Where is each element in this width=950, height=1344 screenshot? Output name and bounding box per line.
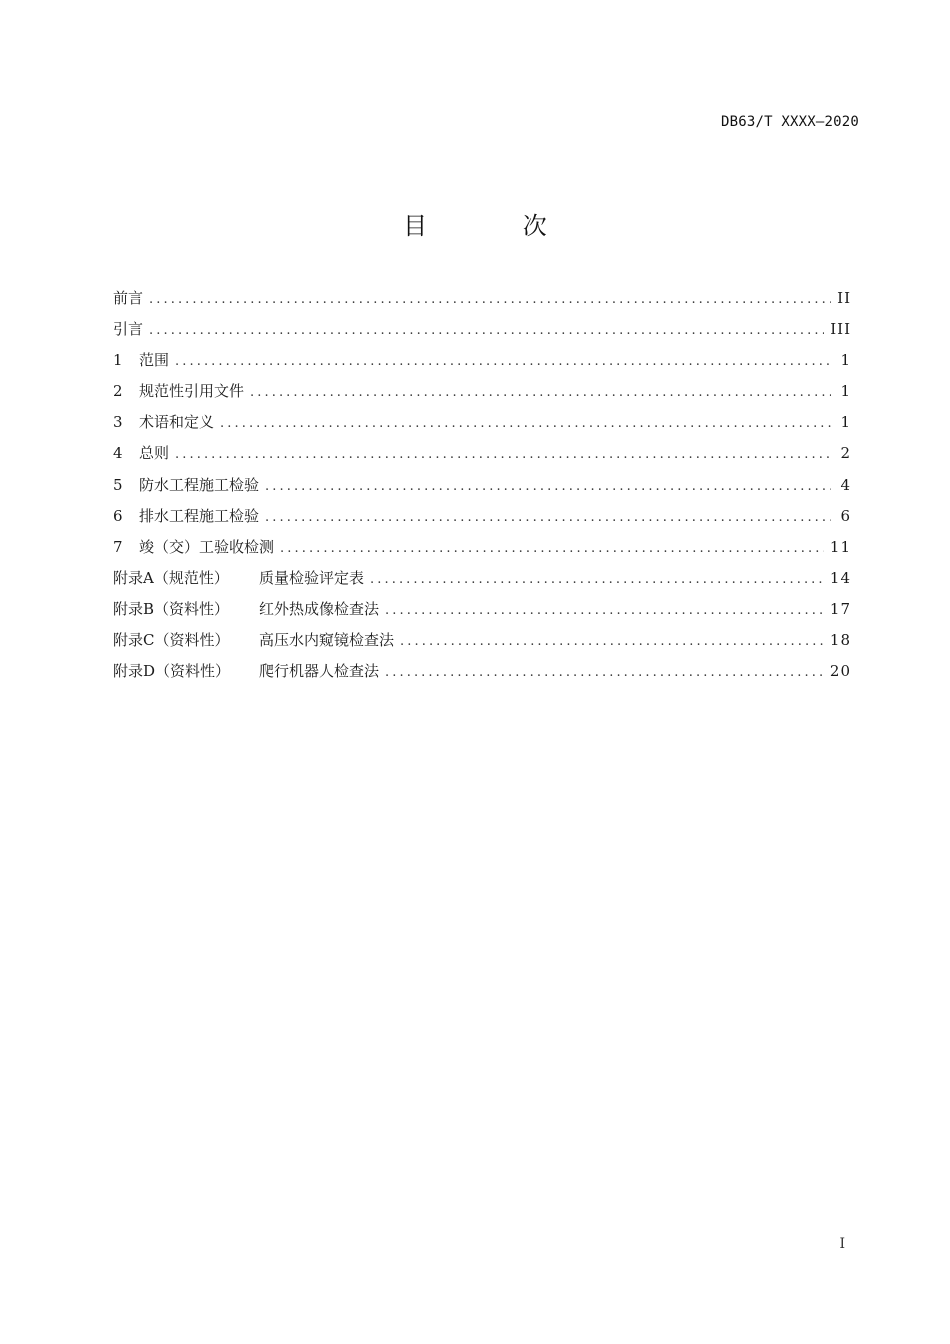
toc-entry-appendix-label: 附录C（资料性）	[113, 631, 230, 650]
toc-entry-page: III	[830, 320, 851, 339]
toc-entry-general[interactable]	[113, 439, 851, 470]
toc-title: 目 次	[403, 212, 591, 240]
toc-entry-page: 20	[829, 662, 851, 681]
toc-entry-title: 范围	[139, 351, 170, 370]
toc-entry-title: 高压水内窥镜检查法	[259, 631, 395, 650]
toc-entry-title: 爬行机器人检查法	[259, 662, 380, 681]
toc-entry-title: 术语和定义	[139, 413, 215, 432]
toc-entry-title: 排水工程施工检验	[139, 506, 260, 525]
dot-leader	[220, 410, 831, 438]
toc-entry-appendix-label: 附录A（规范性）	[113, 568, 229, 587]
toc-entry-number: 4	[113, 444, 123, 463]
dot-leader	[280, 535, 824, 563]
toc-entry-foreword[interactable]	[113, 284, 851, 315]
toc-list	[113, 284, 851, 688]
toc-entry-appendix-a[interactable]	[113, 564, 851, 595]
toc-entry-title: 前言	[113, 289, 144, 307]
toc-entry-title: 防水工程施工检验	[139, 475, 260, 494]
toc-entry-page: 18	[829, 631, 851, 650]
toc-entry-number: 7	[113, 537, 123, 556]
toc-entry-appendix-c[interactable]	[113, 626, 851, 657]
toc-entry-waterproofing-inspection[interactable]	[113, 471, 851, 502]
page-number: I	[839, 1236, 845, 1252]
toc-entry-title: 规范性引用文件	[139, 382, 245, 401]
toc-entry-title: 质量检验评定表	[259, 568, 365, 587]
toc-entry-appendix-label: 附录B（资料性）	[113, 599, 230, 618]
toc-entry-number: 6	[113, 506, 123, 525]
dot-leader	[149, 286, 831, 314]
toc-entry-page: 1	[840, 413, 851, 432]
dot-leader	[175, 348, 831, 376]
dot-leader	[400, 628, 824, 656]
toc-entry-page: 1	[840, 382, 851, 401]
toc-entry-page: 4	[840, 475, 851, 494]
toc-entry-title: 总则	[139, 444, 170, 463]
toc-entry-appendix-d[interactable]	[113, 657, 851, 688]
toc-entry-page: II	[837, 289, 851, 307]
toc-entry-title: 竣（交）工验收检测	[139, 537, 275, 556]
toc-entry-page: 14	[829, 568, 851, 587]
dot-leader	[175, 441, 831, 469]
document-code: DB63/T XXXX—2020	[720, 114, 859, 130]
toc-entry-page: 2	[840, 444, 851, 463]
toc-entry-number: 5	[113, 475, 123, 494]
toc-entry-number: 2	[113, 382, 123, 401]
dot-leader	[250, 379, 831, 407]
toc-entry-terms-definitions[interactable]	[113, 408, 851, 439]
toc-entry-number: 3	[113, 413, 123, 432]
toc-entry-page: 17	[829, 599, 851, 618]
toc-entry-title: 引言	[113, 320, 144, 339]
toc-entry-page: 6	[840, 506, 851, 525]
dot-leader	[385, 597, 824, 625]
toc-entry-scope[interactable]	[113, 346, 851, 377]
dot-leader	[385, 659, 824, 687]
dot-leader	[265, 473, 831, 501]
dot-leader	[149, 317, 824, 345]
toc-entry-appendix-b[interactable]	[113, 595, 851, 626]
toc-entry-drainage-inspection[interactable]	[113, 502, 851, 533]
toc-entry-normative-references[interactable]	[113, 377, 851, 408]
toc-entry-number: 1	[113, 351, 123, 370]
toc-entry-page: 11	[829, 537, 851, 556]
toc-entry-introduction[interactable]	[113, 315, 851, 346]
toc-entry-title: 红外热成像检查法	[259, 599, 380, 618]
dot-leader	[370, 566, 824, 594]
toc-entry-acceptance-testing[interactable]	[113, 533, 851, 564]
toc-entry-appendix-label: 附录D（资料性）	[113, 662, 231, 681]
toc-entry-page: 1	[840, 351, 851, 370]
dot-leader	[265, 504, 831, 532]
